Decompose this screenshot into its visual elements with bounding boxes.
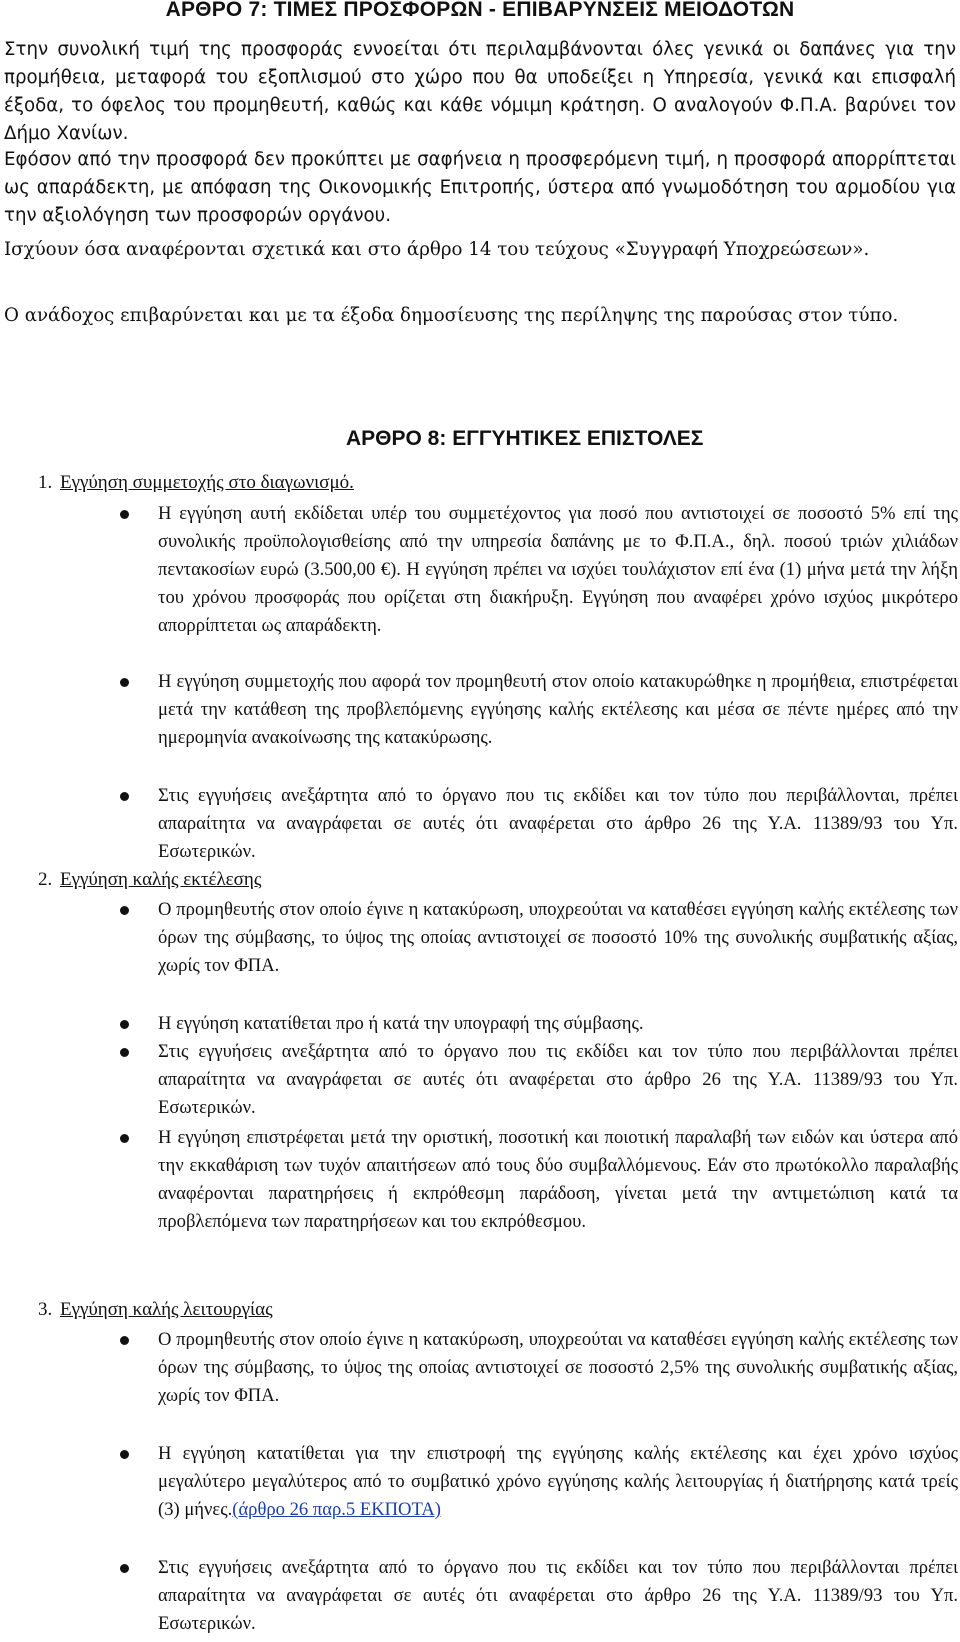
list-item: Στις εγγυήσεις ανεξάρτητα από το όργανο που τις εκδίδει και τον τύπο που περιβάλλονται πρέπει απαραίτητα να αναγράφεται σε αυτές ότι αναφέρεται στο άρθρο 26 της Υ.Α. 11389/93 του Υπ. Εσωτερικών.	[158, 1554, 958, 1638]
section-label: Εγγύηση συμμετοχής στο διαγωνισμό.	[60, 472, 354, 493]
article-7-paragraph-1: Στην συνολική τιμή της προσφοράς εννοείται ότι περιλαμβάνονται όλες γενικά οι δαπάνες για την προμήθεια, μεταφορά του εξοπλισμού στο χώρο που θα υποδείξει η Υπηρεσία, γενικά και επισφαλή έξοδα, το όφελος του προμηθευτή, καθώς και κάθε νόμιμη κράτηση. Ο αναλογούν Φ.Π.Α. βαρύνει τον Δήμο Χανίων.	[4, 39, 956, 144]
list-item: Στις εγγυήσεις ανεξάρτητα από το όργανο που τις εκδίδει και τον τύπο που περιβάλλονται, πρέπει απαραίτητα να αναγράφεται σε αυτές ότι αναφέρεται στο άρθρο 26 της Υ.Α. 11389/93 του Υπ. Εσωτερικών.	[158, 782, 958, 866]
list-item: Η εγγύηση κατατίθεται προ ή κατά την υπογραφή της σύμβασης.	[158, 1010, 958, 1038]
section-number: 3.	[38, 1299, 53, 1320]
article-7-paragraph-3: Ισχύουν όσα αναφέρονται σχετικά και στο άρθρο 14 του τεύχους «Συγγραφή Υποχρεώσεων».	[4, 239, 870, 260]
section-label: Εγγύηση καλής λειτουργίας	[60, 1299, 273, 1320]
article-7-title: ΑΡΘΡΟ 7: ΤΙΜΕΣ ΠΡΟΣΦΟΡΩΝ - ΕΠΙΒΑΡΥΝΣΕΙΣ ΜΕΙΟΔΟΤΩΝ	[165, 0, 795, 21]
article-7-paragraph-4: Ο ανάδοχος επιβαρύνεται και με τα έξοδα δημοσίευσης της περίληψης της παρούσας στον τύπο.	[4, 305, 899, 326]
section-3-heading	[38, 1296, 273, 1324]
section-1-heading	[38, 469, 354, 497]
list-item-text: Η εγγύηση κατατίθεται για την επιστροφή της εγγύησης καλής εκτέλεσης και έχει χρόνο ισχύος μεγαλύτερο μεγαλύτερος από το συμβατικό χρόνο εγγύησης καλής λειτουργίας ή διατήρησης κατά τρείς (3) μήνες.	[158, 1443, 958, 1520]
section-label: Εγγύηση καλής εκτέλεσης	[60, 869, 262, 890]
list-item: Ο προμηθευτής στον οποίο έγινε η κατακύρωση, υποχρεούται να καταθέσει εγγύηση καλής εκτέλεσης των όρων της σύμβασης, το ύψος της οποίας αντιστοιχεί σε ποσοστό 2,5% της συνολικής συμβατικής αξίας, χωρίς τον ΦΠΑ.	[158, 1326, 958, 1410]
list-item: Η εγγύηση αυτή εκδίδεται υπέρ του συμμετέχοντος για ποσό που αντιστοιχεί σε ποσοστό 5% επί της συνολικής προϋπολογισθείσης από την υπηρεσία δαπάνης με το Φ.Π.Α., δηλ. ποσού τριών χιλιάδων πεντακοσίων ευρώ (3.500,00 €). Η εγγύηση πρέπει να ισχύει τουλάχιστον επί ένα (1) μήνα μετά την λήξη του χρόνου προσφοράς που ορίζεται στη διακήρυξη. Εγγύηση που αναφέρει χρόνο ισχύος μικρότερο απορρίπτεται ως απαράδεκτη.	[158, 500, 958, 640]
article-8-title: ΑΡΘΡΟ 8: ΕΓΓΥΗΤΙΚΕΣ ΕΠΙΣΤΟΛΕΣ	[346, 427, 704, 450]
list-item	[158, 1440, 958, 1524]
article-7-paragraph-2: Εφόσον από την προσφορά δεν προκύπτει με σαφήνεια η προσφερόμενη τιμή, η προσφορά απορρίπτεται ως απαράδεκτη, με απόφαση της Οικονομικής Επιτροπής, ύστερα από γνωμοδότηση του αρμοδίου για την αξιολόγηση των προσφορών οργάνου.	[4, 149, 956, 226]
list-item: Η εγγύηση συμμετοχής που αφορά τον προμηθευτή στον οποίο κατακυρώθηκε η προμήθεια, επιστρέφεται μετά την κατάθεση της προβλεπόμενης εγγύησης καλής εκτέλεσης και μέσα σε πέντε ημέρες από την ημερομηνία ανακοίνωσης της κατακύρωσης.	[158, 668, 958, 752]
section-2-heading	[38, 866, 261, 894]
list-item: Η εγγύηση επιστρέφεται μετά την οριστική, ποσοτική και ποιοτική παραλαβή των ειδών και ύστερα από την εκκαθάριση των τυχόν απαιτήσεων από τους δύο συμβαλλόμενους. Εάν στο πρωτόκολλο παραλαβής αναφέρονται παρατηρήσεις ή εκπρόθεσμη παράδοση, γίνεται μετά την αντιμετώπιση κατά τα προβλεπόμενα των παρατηρήσεων και του εκπρόθεσμου.	[158, 1124, 958, 1236]
list-item: Ο προμηθευτής στον οποίο έγινε η κατακύρωση, υποχρεούται να καταθέσει εγγύηση καλής εκτέλεσης των όρων της σύμβασης, το ύψος της οποίας αντιστοιχεί σε ποσοστό 10% της συνολικής συμβατικής αξίας, χωρίς τον ΦΠΑ.	[158, 896, 958, 980]
list-item: Στις εγγυήσεις ανεξάρτητα από το όργανο που τις εκδίδει και τον τύπο που περιβάλλονται πρέπει απαραίτητα να αναγράφεται σε αυτές ότι αναφέρεται στο άρθρο 26 της Υ.Α. 11389/93 του Υπ. Εσωτερικών.	[158, 1038, 958, 1122]
section-number: 1.	[38, 472, 53, 493]
article-26-reference-link[interactable]: (άρθρο 26 παρ.5 ΕΚΠΟΤΑ)	[232, 1499, 441, 1520]
section-number: 2.	[38, 869, 53, 890]
